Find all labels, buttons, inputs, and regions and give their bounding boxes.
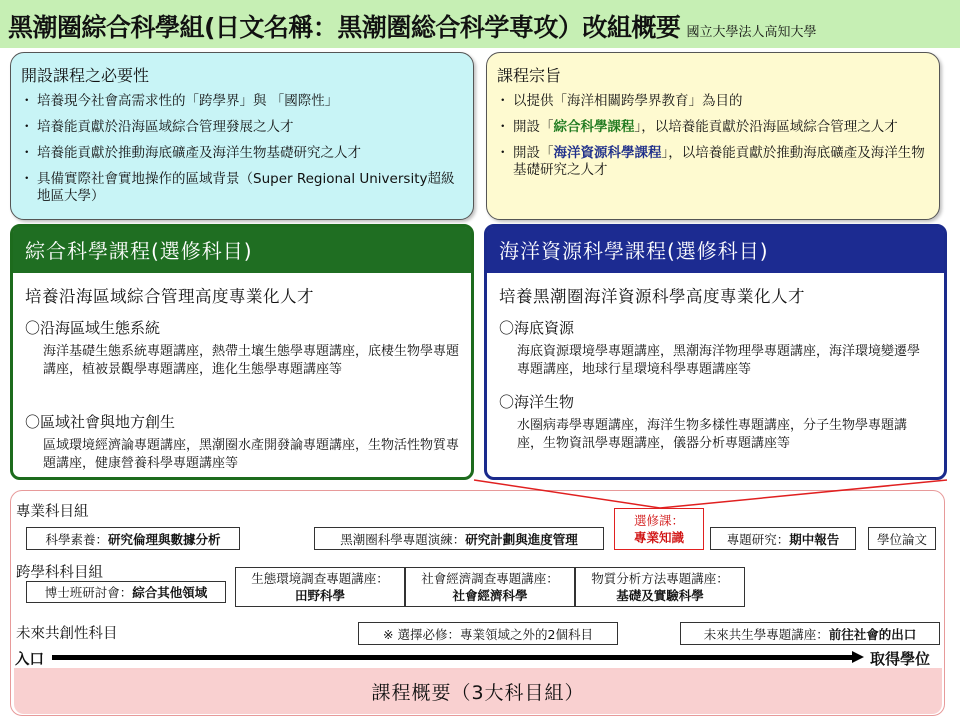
title-main: 黑潮圈綜合科學組(日文名稱：黒潮圏総合科学専攻）改組概要 bbox=[8, 13, 681, 42]
course-topic: 綜合其他領域 bbox=[132, 585, 208, 600]
course-label: 生態環境調查專題講座： bbox=[251, 571, 389, 586]
future-group-label: 未來共創性科目 bbox=[16, 626, 118, 642]
integrated-science-highlight: 綜合科學課程 bbox=[553, 119, 635, 135]
course-topic: 基礎及實驗科學 bbox=[616, 588, 704, 603]
purpose-item-text: 」，以培養能貢獻於沿海區域綜合管理之人才 bbox=[634, 119, 898, 135]
connector-line-right bbox=[660, 480, 947, 508]
coastal-ecosystem-title: 〇沿海區域生態系統 bbox=[25, 319, 161, 337]
integrated-science-heading: 綜合科學課程(選修科目) bbox=[13, 227, 471, 273]
necessity-item: ・ 具備實際社會實地操作的區域背景（Super Regional University超級地區大學） bbox=[23, 171, 465, 205]
seabed-resources-title: 〇海底資源 bbox=[499, 319, 575, 337]
progress-arrow-line bbox=[52, 655, 856, 660]
course-label: 專題研究： bbox=[726, 531, 790, 547]
seabed-resources-body: 海底資源環境學專題講座，黑潮海洋物理學專題講座，海洋環境變遷學專題講座，地球行星環境科學專題講座等 bbox=[517, 344, 921, 377]
course-label: 黑潮圈科學專題演練： bbox=[340, 531, 466, 547]
purpose-item: ・ 以提供「海洋相關跨學界教育」為目的 bbox=[499, 93, 931, 110]
necessity-item: ・ 培養現今社會高需求性的「跨學界」與 「國際性」 bbox=[23, 93, 465, 110]
marine-resource-lead: 培養黑潮圈海洋資源科學高度專業化人才 bbox=[499, 287, 805, 306]
course-label: 社會經濟調查專題講座： bbox=[421, 571, 559, 586]
course-topic: 社會經濟科學 bbox=[452, 588, 528, 603]
course-thematic-research bbox=[710, 527, 856, 550]
specialized-group-label: 專業科目組 bbox=[16, 504, 89, 520]
course-kuroshio-exercise bbox=[314, 527, 604, 550]
progress-arrow-head-icon bbox=[852, 651, 864, 663]
course-material-analysis bbox=[575, 567, 745, 607]
purpose-heading: 課程宗旨 bbox=[497, 66, 562, 85]
marine-life-title: 〇海洋生物 bbox=[499, 393, 575, 411]
necessity-heading: 開設課程之必要性 bbox=[21, 66, 150, 85]
integrated-science-lead: 培養沿海區域綜合管理高度專業化人才 bbox=[25, 287, 314, 306]
curriculum-summary-label: 課程概要（3大科目組） bbox=[371, 682, 585, 704]
marine-resource-highlight: 海洋資源科學課程 bbox=[553, 145, 662, 161]
course-topic: 田野科學 bbox=[294, 588, 345, 603]
coastal-ecosystem-body: 海洋基礎生態系統專題講座，熱帶土壤生態學專題講座，底棲生物學專題講座，植被景觀學專題講座，進化生態學專題講座等 bbox=[43, 344, 460, 377]
connector-line-left bbox=[474, 480, 660, 508]
course-thesis: 學位論文 bbox=[868, 527, 936, 550]
course-topic: 前往社會的出口 bbox=[828, 626, 917, 642]
purpose-item-text: 開設「 bbox=[513, 145, 554, 161]
entry-label: 入口 bbox=[15, 652, 44, 668]
interdisciplinary-group-label: 跨學科科目組 bbox=[16, 565, 103, 581]
course-future-society bbox=[680, 622, 940, 645]
course-doctoral-seminar bbox=[26, 581, 226, 603]
marine-resource-heading: 海洋資源科學課程(選修科目) bbox=[487, 227, 944, 273]
course-topic: 期中報告 bbox=[789, 531, 840, 547]
course-label: 博士班研討會： bbox=[44, 585, 133, 600]
required-elective-note: ※ 選擇必修：專業領域之外的2個科目 bbox=[358, 622, 618, 645]
course-science-literacy bbox=[26, 527, 240, 550]
course-topic: 研究倫理與數據分析 bbox=[108, 531, 221, 547]
course-label: 科學素養： bbox=[45, 531, 108, 547]
regional-society-title: 〇區域社會與地方創生 bbox=[25, 413, 176, 431]
degree-label: 取得學位 bbox=[870, 650, 931, 668]
regional-society-body: 區域環境經濟論專題講座，黑潮圈水產開發論專題講座，生物活性物質專題講座，健康營養科學專題講座等 bbox=[43, 438, 460, 471]
elective-course-box bbox=[614, 508, 704, 550]
course-topic: 研究計劃與進度管理 bbox=[465, 531, 578, 547]
title-org: 國立大學法人高知大學 bbox=[686, 25, 817, 40]
elective-topic: 專業知識 bbox=[633, 530, 684, 545]
elective-label: 選修課： bbox=[633, 513, 684, 528]
course-label: 物質分析方法專題講座： bbox=[591, 571, 729, 586]
purpose-item-text: 」，以培養能貢獻於推動海底礦產及海洋生物基礎研究之人才 bbox=[513, 145, 925, 178]
course-socioeconomic-survey bbox=[405, 567, 575, 607]
course-label: 未來共生學專題講座： bbox=[703, 626, 829, 642]
course-ecology-survey bbox=[235, 567, 405, 607]
necessity-item: ・ 培養能貢獻於沿海區域綜合管理發展之人才 bbox=[23, 119, 465, 136]
purpose-item-text: 開設「 bbox=[513, 119, 554, 135]
necessity-item: ・ 培養能貢獻於推動海底礦產及海洋生物基礎研究之人才 bbox=[23, 145, 465, 162]
marine-life-body: 水圈病毒學專題講座，海洋生物多樣性專題講座，分子生物學專題講座，生物資訊學專題講座，儀器分析專題講座等 bbox=[517, 418, 908, 451]
